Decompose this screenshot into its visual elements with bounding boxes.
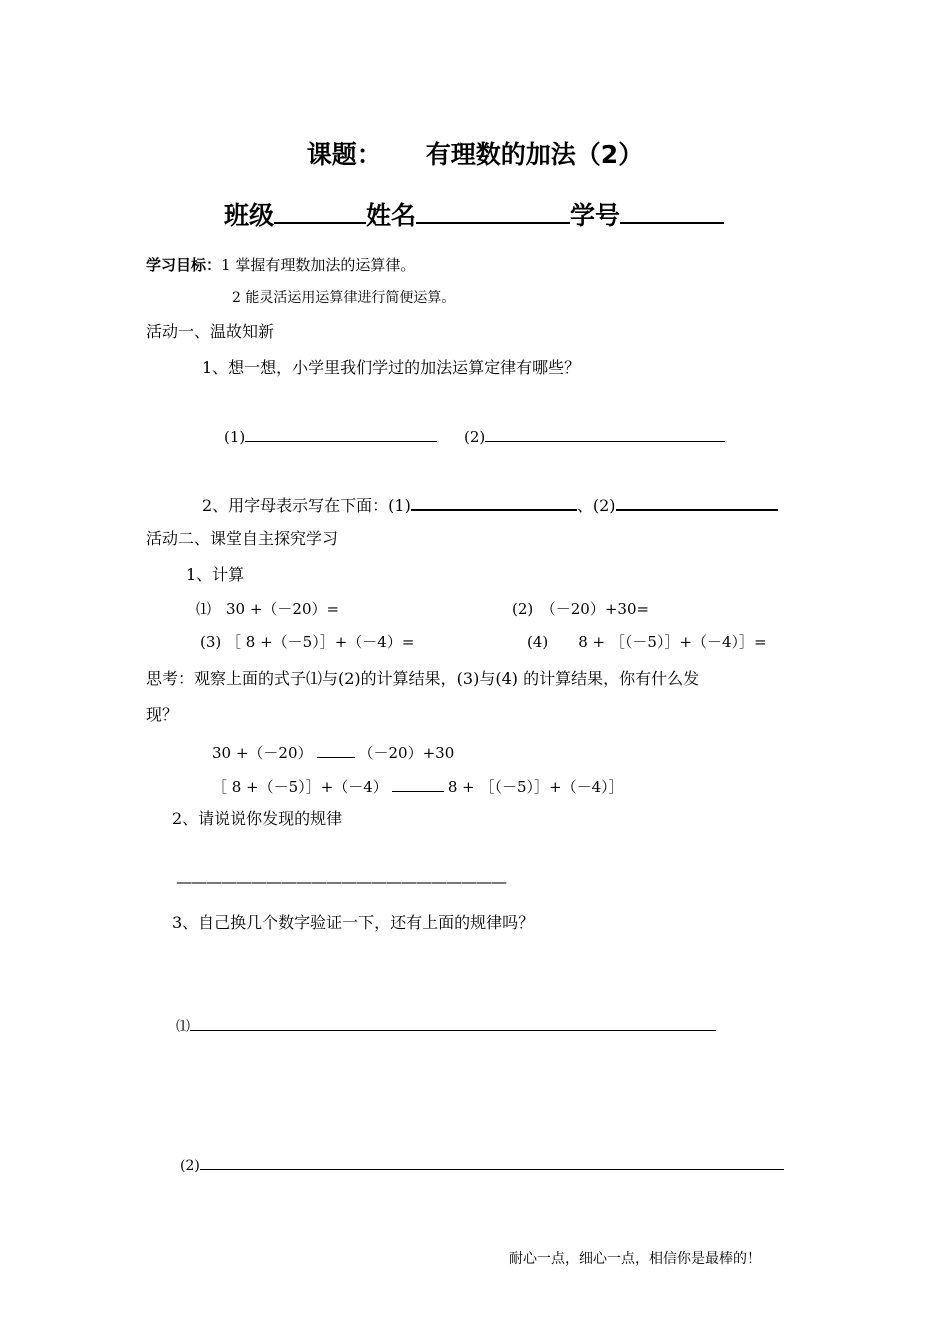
calc-item-1: ⑴ 30 +（－20）=	[196, 600, 340, 618]
objectives-line-1	[146, 254, 415, 275]
verify-blank-1	[176, 1014, 716, 1036]
compare-2-left: ［ 8 +（－5）］+（－4）	[212, 778, 388, 796]
letter-law-blank-1[interactable]	[411, 493, 577, 511]
law-blank-2-label: (2)	[464, 428, 486, 446]
law-blank-1-line[interactable]	[245, 423, 437, 442]
compare-1-right: （－20）+30	[358, 744, 455, 762]
calc-item-4: (4) 8 + ［（－5）］+（－4）］=	[527, 633, 767, 651]
id-field[interactable]	[620, 200, 724, 224]
calc-item-3: (3) ［ 8 +（－5）］+（－4）=	[200, 633, 415, 651]
compare-1-left: 30 +（－20）	[212, 744, 313, 762]
question-2-mid: 、(2)	[576, 496, 616, 515]
title-prefix: 课题：	[306, 140, 382, 169]
class-label: 班级	[224, 201, 275, 230]
objective-1: 1 掌握有理数加法的运算律。	[221, 256, 416, 274]
compare-line-1	[212, 739, 454, 763]
activity1-heading: 活动一、温故知新	[146, 322, 275, 341]
id-label: 学号	[570, 201, 621, 230]
rule-answer-line[interactable]: ——————————————————————	[176, 872, 506, 891]
verify-blank-1-label: ⑴	[176, 1019, 190, 1035]
letter-law-blank-2[interactable]	[616, 493, 778, 511]
objective-2: 2 能灵活运用运算律进行简便运算。	[232, 290, 456, 306]
compare-2-right: 8 + ［（－5）］+（－4）］	[447, 778, 624, 796]
class-field[interactable]	[274, 200, 366, 224]
name-label: 姓名	[366, 201, 417, 230]
compare-1-blank[interactable]	[317, 739, 355, 758]
law-blank-2-line[interactable]	[485, 423, 725, 442]
calc-item-2: (2) （－20）+30=	[512, 600, 650, 618]
student-info-line	[224, 196, 724, 232]
name-field[interactable]	[416, 200, 570, 224]
law-blank-2	[464, 423, 725, 446]
verify-blank-2-label: (2)	[180, 1158, 200, 1174]
verify-blank-2	[180, 1153, 784, 1174]
law-blank-1	[224, 423, 437, 446]
verify-subheading: 3、自己换几个数字验证一下，还有上面的规律吗？	[172, 913, 535, 932]
footer-encouragement: 耐心一点，细心一点，相信你是最棒的！	[509, 1251, 761, 1267]
activity1-question-1: 1、想一想，小学里我们学过的加法运算定律有哪些？	[202, 358, 581, 377]
compare-2-blank[interactable]	[392, 773, 444, 792]
page-title	[0, 135, 950, 171]
think-line-1: 思考：观察上面的式子⑴与(2)的计算结果，(3)与(4) 的计算结果，你有什么发	[146, 669, 700, 688]
objectives-label: 学习目标：	[146, 256, 222, 274]
verify-blank-2-line[interactable]	[200, 1153, 784, 1170]
compare-line-2	[212, 773, 624, 797]
calc-subheading: 1、计算	[186, 565, 245, 584]
question-2-prefix: 2、用字母表示写在下面：(1)	[202, 496, 411, 515]
think-line-2: 现？	[146, 705, 179, 724]
activity2-heading: 活动二、课堂自主探究学习	[146, 529, 339, 548]
rule-subheading: 2、请说说你发现的规律	[172, 809, 343, 828]
title-main: 有理数的加法（2）	[425, 140, 644, 169]
verify-blank-1-line[interactable]	[190, 1014, 716, 1031]
law-blank-1-label: (1)	[224, 428, 246, 446]
activity1-question-2	[202, 493, 778, 516]
